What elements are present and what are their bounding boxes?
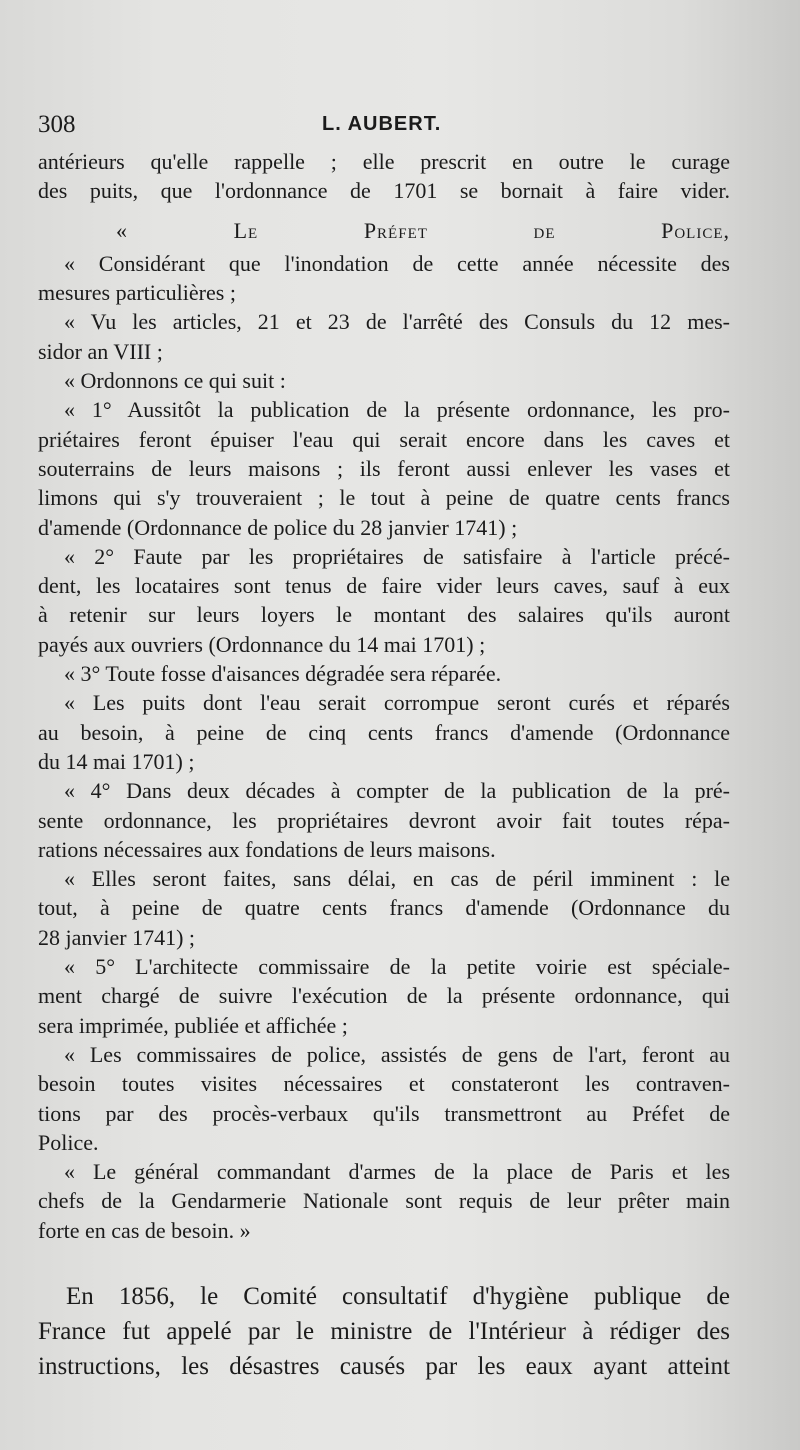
text-line: du 14 mai 1701) ; xyxy=(38,748,195,774)
text-line: au besoin, à peine de cinq cents francs d'amende (Ordonnance xyxy=(38,719,730,745)
text-line: antérieurs qu'elle rappelle ; elle prescrit en outre le curage xyxy=(38,149,730,174)
text-line: des puits, que l'ordonnance de 1701 se bornait à faire vider. xyxy=(38,178,730,204)
text-line: sera imprimée, publiée et affichée ; xyxy=(38,1012,348,1038)
text-line: « 5° L'architecte commissaire de la petite voirie est spéciale- xyxy=(64,954,730,980)
text-line: « 3° Toute fosse d'aisances dégradée sera réparée. xyxy=(64,661,502,687)
text-line: souterrains de leurs maisons ; ils feront aussi enlever les vases et xyxy=(38,455,730,481)
text-line: ment chargé de suivre l'exécution de la présente ordonnance, qui xyxy=(38,983,730,1009)
page-header xyxy=(38,105,730,145)
document-page xyxy=(38,105,730,1384)
text-line: tions par des procès-verbaux qu'ils transmettront au Préfet de xyxy=(38,1100,730,1126)
text-line: « Les commissaires de police, assistés de gens de l'art, feront au xyxy=(64,1041,730,1067)
text-line: forte en cas de besoin. » xyxy=(38,1217,251,1243)
text-line: « Le général commandant d'armes de la place de Paris et les xyxy=(64,1159,730,1185)
text-line: « Vu les articles, 21 et 23 de l'arrêté des Consuls du 12 mes- xyxy=(64,309,730,335)
text-line: « 2° Faute par les propriétaires de satisfaire à l'article précé- xyxy=(64,543,730,569)
text-line: « 4° Dans deux décades à compter de la publication de la pré- xyxy=(64,778,730,804)
text-line: 28 janvier 1741) ; xyxy=(38,924,196,950)
text-line: chefs de la Gendarmerie Nationale sont requis de leur prêter main xyxy=(38,1188,730,1214)
text-line: « 1° Aussitôt la publication de la présente ordonnance, les pro- xyxy=(64,397,730,423)
text-line: « Ordonnons ce qui suit : xyxy=(64,368,286,394)
text-line: France fut appelé par le ministre de l'Intérieur à rédiger des xyxy=(38,1317,730,1345)
text-line: dent, les locataires sont tenus de faire vider leurs caves, sauf à eux xyxy=(38,573,730,599)
text-line: instructions, les désastres causés par les eaux ayant atteint xyxy=(38,1352,730,1380)
text-line: Police. xyxy=(38,1129,99,1155)
text-line: à retenir sur leurs loyers le montant des salaires qu'ils auront xyxy=(38,602,730,628)
text-line: payés aux ouvriers (Ordonnance du 14 mai 1701) ; xyxy=(38,631,486,657)
text-line: priétaires feront épuiser l'eau qui serait encore dans les caves et xyxy=(38,426,730,452)
body-text xyxy=(38,147,730,1384)
paragraph-gap xyxy=(38,1245,730,1279)
text-line: rations nécessaires aux fondations de leurs maisons. xyxy=(38,836,496,862)
running-head: L. AUBERT. xyxy=(322,113,442,135)
text-line: tout, à peine de quatre cents francs d'amende (Ordonnance du xyxy=(38,895,730,921)
ordinance-heading: « Le Préfet de Police, xyxy=(116,217,730,243)
text-line: mesures particulières ; xyxy=(38,280,236,306)
text-line: En 1856, le Comité consultatif d'hygiène publique de xyxy=(66,1282,730,1310)
text-line: d'amende (Ordonnance de police du 28 janvier 1741) ; xyxy=(38,514,518,540)
page-number: 308 xyxy=(38,111,76,138)
text-line: « Elles seront faites, sans délai, en cas de péril imminent : le xyxy=(64,866,730,892)
text-line: besoin toutes visites nécessaires et constateront les contraven- xyxy=(38,1071,730,1097)
text-line: « Considérant que l'inondation de cette année nécessite des xyxy=(64,250,730,276)
text-line: « Les puits dont l'eau serait corrompue seront curés et réparés xyxy=(64,690,730,716)
text-line: sente ordonnance, les propriétaires devront avoir fait toutes répa- xyxy=(38,807,730,833)
text-line: limons qui s'y trouveraient ; le tout à peine de quatre cents francs xyxy=(38,485,730,511)
text-line: sidor an VIII ; xyxy=(38,338,163,364)
